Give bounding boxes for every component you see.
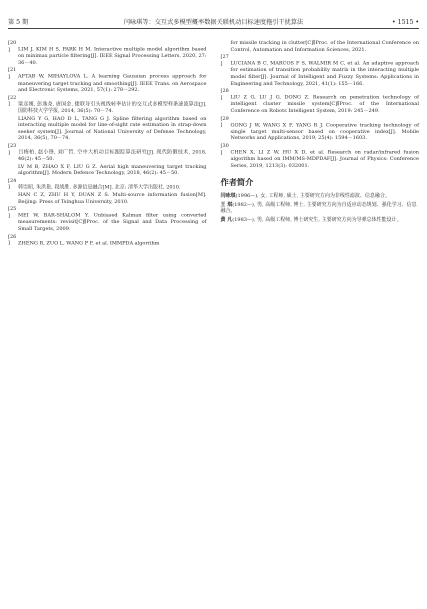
right-column [221,40,420,248]
author-name: 闫咏琪 [220,193,236,200]
issue-number: 第 5 期 [8,18,29,26]
reference-item: LV M B, ZHAO X F, LIU G Z. Aerial high maneuvering target tracking algorithm[J]. Modern Defence Technology, 2018, 46(2): 45－50. [18,163,207,177]
reference-item: HAN C Z, ZHU H Y, DUAN Z S. Multi-source information fusion[M]. Beijing: Press of Tsinghua University, 2010. [18,192,207,205]
author-bio-entry: 闫咏琪(1996—), 女, 工程师, 硕士, 主要研究方向为非线性滤波、信息融合。 [220,193,390,200]
reference-item: [21] AFTAB W, MIHAYLOVA L. A learning Gaussian process approach for maneuvering target tracking and smoothing[J]. IEEE Trans. on Aerospace and Electronic Systems, 2021, 57(1): 278－292. [8,67,207,94]
reference-item: LIANG Y G, HAO D L, TANG G J. Spline filtering algorithm based on interacting multiple model for line-of-sight rate estimation in strap-down seeker system[J]. Journal of National University of Defense Technology, 2014, 36(5), 70－74. [18,115,207,142]
reference-item: [30] CHEN X, LI Z W, HU X D, et al. Research on radar/infrared fusion algorithm based on IMM/MS-MDPDAF[J]. Journal of Physics: Conference Series, 2019, 1213(3): 032001. [220,142,419,169]
two-column-body [8,40,419,248]
reference-item: [24] 韩崇昭, 朱洪艳, 段战胜. 多源信息融合[M]. 北京: 清华大学出版社, 2010. [8,177,181,191]
author-bio-entry: 王 琪(1982—), 男, 高级工程师, 博士, 主要研究方向为自适应动态规划、强化学习、信息融合。 [220,201,417,215]
reference-item: [23] 吕梅柏, 赵小锋, 刘广哲. 空中大机动目标跟踪算法研究[J]. 现代防御技术, 2018, 46(2): 45－50. [8,142,207,163]
reference-item: [20] LIM J, KIM H S, PARK H M. Interactive multiple model algorithm based on minimax particle filtering[J]. IEEE Signal Processing Letters, 2020, 27: 36－40. [8,40,207,66]
reference-item: [29] GONG J W, WANG X F, YANG R J. Cooperative tracking technology of single target multi-sensor based on cooperative index[J]. Mobile Networks and Applications, 2019, 25(4): 1594－1603. [220,115,419,142]
author-name: 王 琪 [220,201,233,208]
author-bio-entry: 黄 凡(1983—), 男, 高级工程师, 博士研究生, 主要研究方向为导弹总体性能设计。 [220,217,402,224]
author-name: 黄 凡 [220,217,233,224]
author-bio-list [221,193,420,223]
page-header [8,8,419,29]
reference-item: for missile tracking in clutter[C]∥Proc. of the International Conference on Control, Automation and Information Sciences, 2021. [230,40,419,53]
reference-item: [22] 梁彦刚, 彭逸尧, 唐国金. 捷联导引头视线转率估计的交互式多模型样条滤波算法[J]. 国防科技大学学报, 2014, 36(5): 70－74. [8,94,207,114]
author-bio-heading: 作者简介 [220,177,254,188]
left-column [8,40,207,248]
reference-item: [26] ZHENG R, ZUO L, WANG P F, et al. IMMPDA algorithm [8,233,160,247]
reference-list-left [8,40,207,247]
page-number: • 1515 • [392,18,419,26]
reference-item: [27] LUCIANA B C, MARCOS F S, WALMIR M C, et al. An adaptive approach for estimation of transition probability matrix in the interacting multiple model filter[J]. Journal of Intelligent and Fuzzy Systems: Applications in Engineering and Technology, 2021, 41(1): 155－166. [220,54,419,87]
reference-item: [25] MEI W, BAR-SHALOM Y. Unbiased Kalman filter using converted measurements: revisit[C]∥Proc. of the Signal and Data Processing of Small Targets, 2009. [8,206,207,233]
reference-list-right [221,40,420,169]
running-title: 闫咏琪等：交互式多模型概率数据关联机动目标速度拖引干扰算法 [123,18,304,26]
reference-item: [28] LIU Z G, LU J G, DONG Z. Research on penetration technology of intelligent cluster missile system[C]∥Proc. of the International Conference on Robots Intelligent System, 2019: 245－249. [220,88,419,114]
